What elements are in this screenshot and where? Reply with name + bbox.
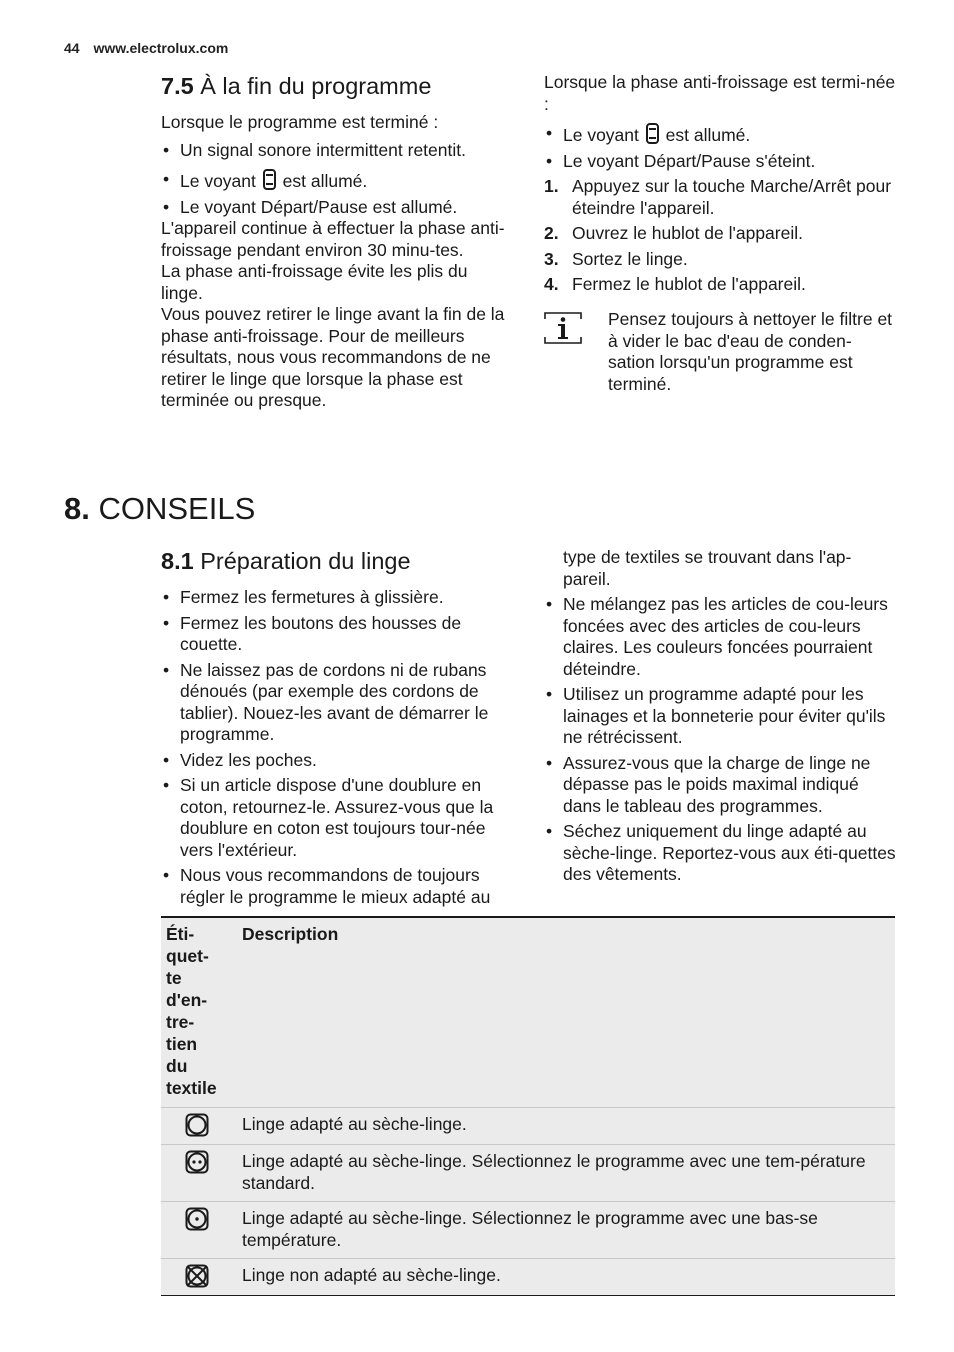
section-title: Préparation du linge [200,548,411,574]
chapter-title: CONSEILS [98,491,256,526]
indicator-lamp-icon [646,123,659,144]
list-item: • Fermez les boutons des housses de couette. [161,613,513,656]
paragraph: La phase anti-froissage évite les plis du linge. [161,261,468,303]
list-item: • Un signal sonore intermittent retentit. [161,140,511,162]
section-7-5-left [161,72,511,412]
table-header-row [161,917,895,1108]
tumble-dry-normal-temp-icon [185,1150,209,1174]
paragraph: Vous pouvez retirer le linge avant la fin de la phase anti-froissage. Pour de meilleurs résultats, nous vous recommandons de ne retirer le linge que lorsque la phase est terminée ou presque. [161,304,505,410]
list-item: • Assurez-vous que la charge de linge ne dépasse pas le poids maximal indiqué dans le tableau des programmes. [544,753,896,818]
column-header-description: Description [242,924,339,944]
preparation-bullets [161,587,513,908]
chapter-number: 8. [64,491,90,526]
care-label-table [161,916,895,1296]
list-item: • Le voyant Départ/Pause est allumé. [161,197,511,219]
step-item: 4. Fermez le hublot de l'appareil. [544,274,806,294]
list-item: • Videz les poches. [161,750,513,772]
section-8-1-right [544,547,896,890]
tumble-dry-icon [185,1113,209,1137]
section-7-5-right [544,72,896,300]
section-8-1-left [161,547,513,912]
site-url[interactable]: www.electrolux.com [93,40,229,56]
list-item: • Séchez uniquement du linge adapté au sèche-linge. Reportez-vous aux éti-quettes des vêtements. [544,821,896,886]
tumble-dry-low-temp-icon [185,1207,209,1231]
continuation-text: type de textiles se trouvant dans l'ap-pareil. [563,547,852,589]
table-row [161,1145,895,1202]
list-item: • Ne laissez pas de cordons ni de rubans dénoués (par exemple des cordons de tablier). Nouez-les avant de démarrer le programme. [161,660,513,746]
table-row [161,1108,895,1145]
table-cell-description: Linge non adapté au sèche-linge. [242,1265,501,1285]
table-cell-description: Linge adapté au sèche-linge. Sélectionnez le programme avec une bas-se température. [242,1208,818,1250]
table-row [161,1202,895,1259]
list-item: • Si un article dispose d'une doublure en coton, retournez-le. Assurez-vous que la doublure en coton est toujours tour-née vers l'extérieur. [161,775,513,861]
right-intro: Lorsque la phase anti-froissage est termi-née : [544,72,896,114]
list-item: • Fermez les fermetures à glissière. [161,587,513,609]
column-header-care-label: Éti- quet- te d'en- tre- tien du textile [166,924,217,1098]
page-header [64,38,228,60]
section-title: À la fin du programme [200,73,432,99]
section-7-5-heading [161,72,511,100]
list-item: • Le voyant est allumé. [544,123,896,147]
paragraph: L'appareil continue à effectuer la phase anti-froissage pendant environ 30 minu-tes. [161,218,505,260]
step-item: 2. Ouvrez le hublot de l'appareil. [544,223,803,243]
list-item: • Utilisez un programme adapté pour les lainages et la bonneterie pour éviter qu'ils ne rétrécissent. [544,684,896,749]
steps-list [544,176,896,296]
intro-text: Lorsque le programme est terminé : [161,112,439,132]
section-number: 8.1 [161,548,194,574]
preparation-bullets-right [544,594,896,886]
table-cell-description: Linge adapté au sèche-linge. Sélectionnez le programme avec une tem-pérature standard. [242,1151,866,1193]
after-antiwrinkle-bullets [544,123,896,172]
step-item: 1. Appuyez sur la touche Marche/Arrêt pour éteindre l'appareil. [544,176,892,218]
info-icon [544,312,582,344]
indicator-lamp-icon [263,169,276,190]
page-number: 44 [64,40,80,56]
do-not-tumble-dry-icon [185,1264,209,1288]
section-8-1-heading [161,547,513,575]
section-number: 7.5 [161,73,194,99]
table-row [161,1259,895,1296]
list-item: • Le voyant Départ/Pause s'éteint. [544,151,896,173]
info-note: Pensez toujours à nettoyer le filtre et à vider le bac d'eau de conden-sation lorsqu'un programme est terminé. [608,309,893,394]
list-item: • Le voyant est allumé. [161,169,511,193]
end-bullets [161,140,511,219]
list-item: • Nous vous recommandons de toujours régler le programme le mieux adapté au [161,865,513,908]
chapter-heading [64,491,255,527]
step-item: 3. Sortez le linge. [544,248,688,269]
list-item: • Ne mélangez pas les articles de cou-leurs foncées avec des articles de cou-leurs claires. Les couleurs foncées pourraient déteindre. [544,594,896,680]
table-cell-description: Linge adapté au sèche-linge. [242,1114,467,1134]
